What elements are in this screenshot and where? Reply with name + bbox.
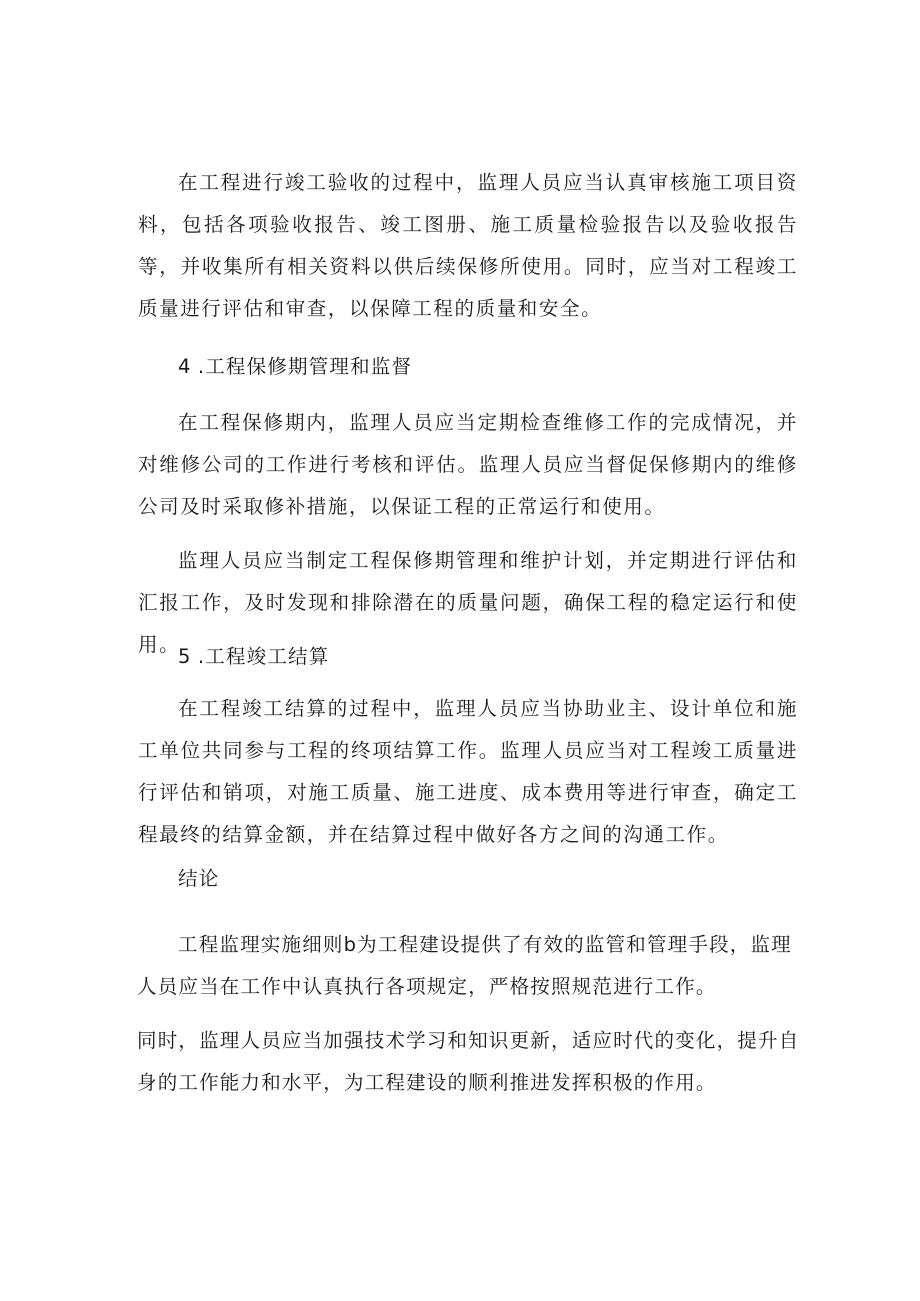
- paragraph-final-settlement: 在工程竣工结算的过程中，监理人员应当协助业主、设计单位和施工单位共同参与工程的终项结算工作。监理人员应当对工程竣工质量进行评估和销项，对施工质量、施工进度、成本费用等进行审查，确定工程最终的结算金额，并在结算过程中做好各方之间的沟通工作。: [138, 697, 798, 846]
- conclusion2-line-1: 同时，监理人员应当加强技术学习和知识更新，适应时代的变化，提升自: [137, 1029, 800, 1052]
- section-heading-5: [178, 642, 329, 672]
- conclusion-line-1: 工程监理实施细则b为工程建设提供了有效的监管和管理手段，监理: [178, 933, 792, 956]
- section-heading-4: [178, 352, 412, 382]
- paragraph-warranty-plan: 监理人员应当制定工程保修期管理和维护计划，并定期进行评估和汇报工作，及时发现和排除潜在的质量问题，确保工程的稳定运行和使用。: [138, 549, 798, 656]
- section-title-5: .工程竣工结算: [190, 645, 330, 668]
- section-number-4: 4: [178, 355, 191, 378]
- conclusion-line-2: 人员应当在工作中认真执行各项规定，严格按照规范进行工作。: [137, 975, 717, 998]
- paragraph-completion-acceptance: 在工程进行竣工验收的过程中，监理人员应当认真审核施工项目资料，包括各项验收报告、竣工图册、施工质量检验报告以及验收报告等，并收集所有相关资料以供后续保修所使用。同时，应当对工程竣工质量进行评估和审查，以保障工程的质量和安全。: [138, 171, 798, 320]
- conclusion-heading: 结论: [178, 867, 220, 890]
- section-number-5: 5: [178, 645, 191, 668]
- conclusion2-line-2: 身的工作能力和水平，为工程建设的顺利推进发挥积极的作用。: [137, 1071, 717, 1094]
- section-title-4: .工程保修期管理和监督: [190, 355, 413, 378]
- paragraph-warranty-period: 在工程保修期内，监理人员应当定期检查维修工作的完成情况，并对维修公司的工作进行考核和评估。监理人员应当督促保修期内的维修公司及时采取修补措施，以保证工程的正常运行和使用。: [138, 411, 798, 518]
